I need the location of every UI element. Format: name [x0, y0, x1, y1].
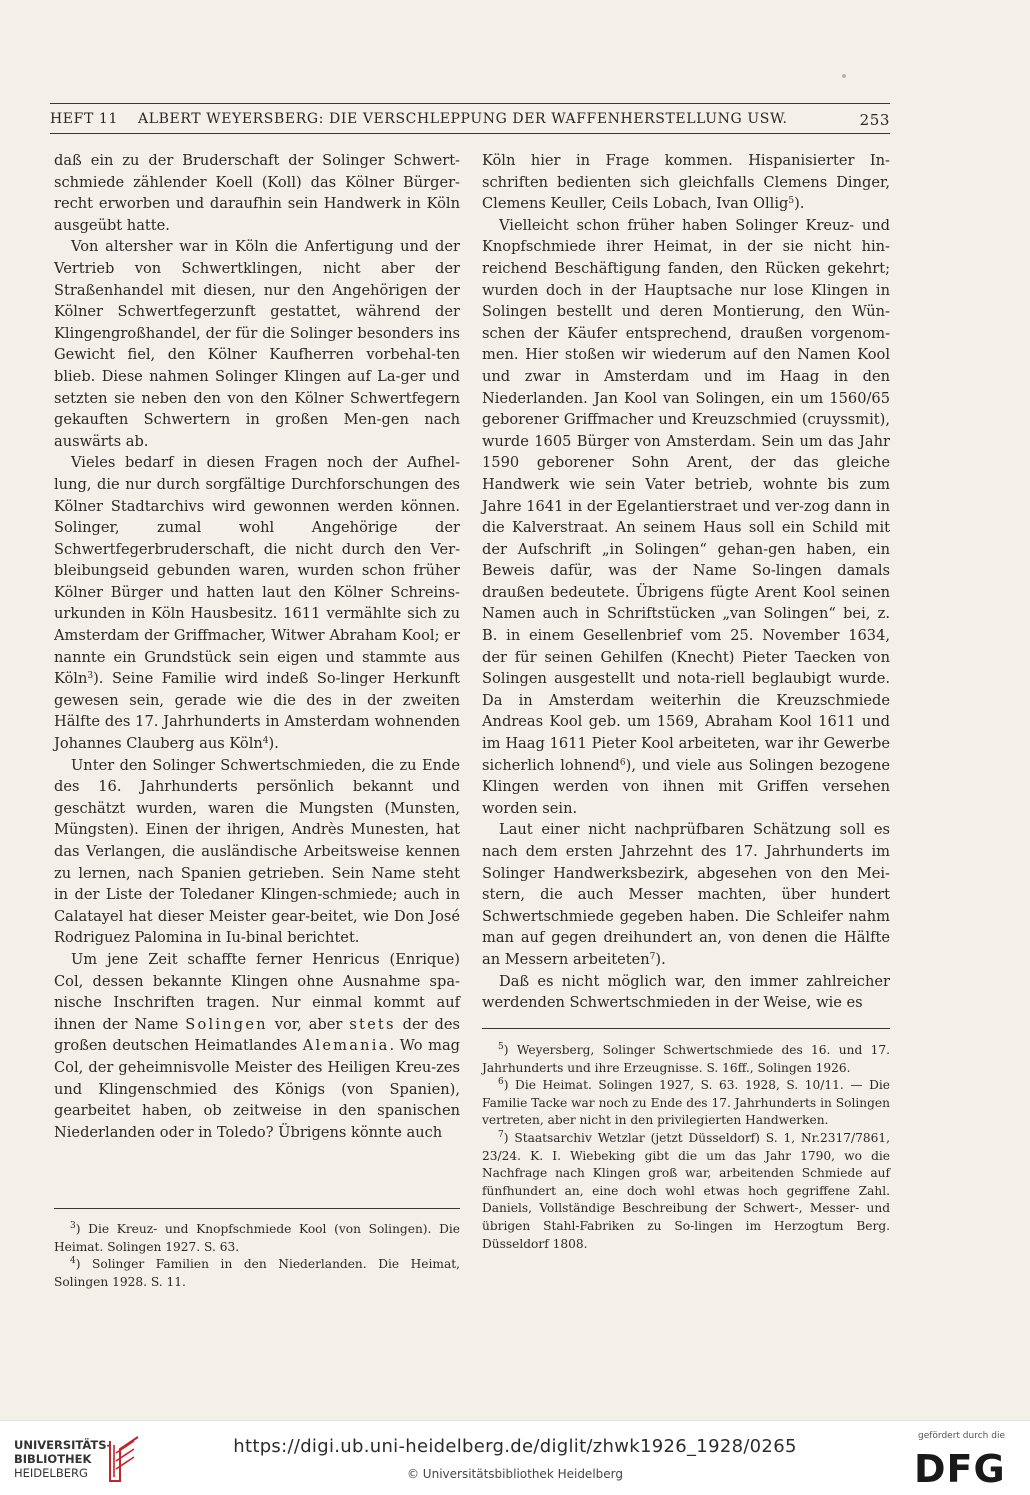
footnote: $^6$) Die Heimat. Solingen 1927, S. 63. 1928, S. 10/11. — Die Familie Tacke war noch zu Ende des 17. Jahrhunderts in Solingen vertreten, aber nicht in den privilegierten Handwerken. [482, 1077, 890, 1128]
funding-note: gefördert durch die [918, 1431, 1005, 1441]
paragraph: Laut einer nicht nachprüfbaren Schätzung soll es nach dem ersten Jahrzehnt des 17. Jahrhunderts im Solinger Handwerksbezirk, abgesehen von den Mei-stern, die auch Messer machten, über hundert Schwertschmiede gegeben haben. Die Schleifer nahm man auf gegen dreihundert an, von denen die Hälfte an Messern arbeiteten$^7$). [482, 821, 890, 968]
viewer-footer [0, 1420, 1030, 1495]
header-rule-top [50, 103, 890, 104]
footnote: $^5$) Weyersberg, Solinger Schwertschmiede des 16. und 17. Jahrhunderts und ihre Erzeugnisse. S. 16ff., Solingen 1926. [482, 1042, 890, 1075]
footnote-ref: 7 [649, 951, 656, 962]
footnote: $^4$) Solinger Familien in den Niederlanden. Die Heimat, Solingen 1928. S. 11. [54, 1256, 460, 1289]
footnote-ref: 6 [619, 757, 626, 768]
footnote-rule-left [54, 1208, 460, 1209]
scan-speck [842, 74, 846, 78]
footnote-rule-right [482, 1028, 890, 1029]
page-number: 253 [859, 111, 890, 129]
paragraph: Von altersher war in Köln die Anfertigung und der Vertrieb von Schwertklingen, nicht aber der Straßenhandel mit diesen, nur den Angehörigen der Kölner Schwertfegerzunft gestattet, während der Klingengroßhandel, der für die Solinger besonders ins Gewicht fiel, den Kölner Kaufherren vorbehal-ten blieb. Diese nahmen Solinger Klingen auf La-ger und setzten sie neben den von den Kölner Schwertfegern gekauften Schwertern in großen Men-gen nach auswärts ab. [54, 238, 460, 450]
paragraph: Um jene Zeit schaffte ferner Henricus (Enrique) Col, dessen bekannte Klingen ohne Ausnahme spa-nische Inschriften tragen. Nur einmal kommt auf ihnen der Name Solingen vor, aber stets der des großen deutschen Heimatlandes Alemania. Wo mag Col, der geheimnisvolle Meister des Heiligen Kreu-zes und Klingenschmied des Königs (von Spanien), gearbeitet haben, ob zeitweise in den spanischen Niederlanden oder in Toledo? Übrigens könnte auch [54, 950, 461, 1141]
paragraph: Unter den Solinger Schwertschmieden, die zu Ende des 16. Jahrhunderts persönlich bekannt und geschätzt wurden, waren die Mungsten (Munsten, Müngsten). Einen der ihrigen, Andrès Munesten, hat das Verlangen, die ausländische Arbeitsweise kennen zu lernen, nach Spanien getrieben. Sein Name steht in der Liste der Toledaner Klingen-schmiede; auch in Calatayel hat dieser Meister gear-beitet, wie Don José Rodriguez Palomina in Iu-binal berichtet. [54, 756, 460, 947]
emphasis: Alemania [302, 1037, 390, 1055]
right-column [482, 150, 890, 1014]
footnote-ref: 5 [788, 196, 795, 207]
emphasis: Solingen [185, 1015, 268, 1033]
paragraph: Daß es nicht möglich war, den immer zahlreicher werdenden Schwertschmieden in der Weise, wie es [482, 972, 890, 1012]
paragraph: Vielleicht schon früher haben Solinger Kreuz- und Knopfschmiede ihrer Heimat, in der sie nicht hin-reichend Beschäftigung fanden, den Rücken gekehrt; wurden doch in der Hauptsache nur lose Klingen in Solingen bestellt und deren Montierung, den Wün-schen der Käufer entsprechend, draußen vorgenom-men. Hier stoßen wir wiederum auf den Namen Kool und zwar in Amsterdam und im Haag in den Niederlanden. Jan Kool van Solingen, ein um 1560/65 geborener Griffmacher und Kreuzschmied (cruyssmit), wurde 1605 Bürger von Amsterdam. Sein um das Jahr 1590 geborener Sohn Arent, der das gleiche Handwerk wie sein Vater betrieb, wohnte bis zum Jahre 1641 in der Egelantierstraet und ver-zog dann in die Kalverstraat. An seinem Haus soll ein Schild mit der Aufschrift „in Solingen“ gehan-gen haben, ein Beweis dafür, was der Name So-lingen damals draußen bedeutete. Übrigens fügte Arent Kool seinen Namen auch in Schriftstücken „van Solingen“ bei, z. B. in einem Gesellenbrief vom 25. November 1634, der für seinen Gehilfen (Knecht) Pieter Taecken von Solingen ausgestellt und nota-riell beglaubigt wurde. Da in Amsterdam weiterhin die Kreuzschmiede Andreas Kool geb. um 1569, Abraham Kool 1611 und im Haag 1611 Pieter Kool arbeiteten, war ihr Gewerbe sicherlich lohnend$^6$), und viele aus Solingen bezogene Klingen werden von ihnen mit Griffen versehen worden sein. [482, 216, 890, 817]
footnote-ref: 3 [87, 671, 94, 682]
library-name[interactable]: UNIVERSITÄTS- BIBLIOTHEK HEIDELBERG [14, 1438, 112, 1480]
running-header [50, 109, 890, 133]
dfg-logo[interactable]: DFG [914, 1447, 1006, 1491]
copyright-notice: © Universitätsbibliothek Heidelberg [406, 1467, 623, 1481]
footnotes-right [482, 1042, 890, 1253]
paragraph: Köln hier in Frage kommen. Hispanisierter In-schriften bedienten sich gleichfalls Clemens Dinger, Clemens Keuller, Ceils Lobach, Ivan Ollig$^5$). [482, 152, 890, 213]
emphasis: stets [349, 1015, 396, 1033]
footnotes-left [54, 1221, 460, 1291]
paragraph: Vieles bedarf in diesen Fragen noch der Aufhel-lung, die nur durch sorgfältige Durchforschungen des Kölner Stadtarchivs wird gewonnen werden können. Solinger, zumal wohl Angehörige der Schwertfegerbruderschaft, die nicht durch den Ver-bleibungseid gebunden waren, wurden schon früher Kölner Bürger und hatten laut den Kölner Schreins-urkunden in Köln Hausbesitz. 1611 vermählte sich zu Amsterdam der Griffmacher, Witwer Abraham Kool; er nannte ein Grundstück sein eigen und stammte aus Köln$^3$). Seine Familie wird indeß So-linger Herkunft gewesen sein, gerade wie die des in der zweiten Hälfte des 17. Jahrhunderts in Amsterdam wohnenden Johannes Clauberg aus Köln$^4$). [54, 454, 460, 753]
footnote: $^7$) Staatsarchiv Wetzlar (jetzt Düsseldorf) S. 1, Nr.2317/7861, 23/24. K. I. Wiebeking gibt die um das Jahr 1790, wo die Nachfrage nach Klingen groß war, arbeitenden Schmiede auf fünfhundert an, eine doch wohl etwas hoch gegriffene Zahl. Daniels, Vollständige Beschreibung der Schwert-, Messer- und übrigen Stahl-Fabriken zu So-lingen im Herzogtum Berg. Düsseldorf 1808. [482, 1129, 890, 1251]
permalink-url[interactable]: https://digi.ub.uni-heidelberg.de/diglit/zhwk1926_1928/0265 [233, 1436, 797, 1457]
footnote: $^3$) Die Kreuz- und Knopfschmiede Kool (von Solingen). Die Heimat. Solingen 1927. S. 63. [54, 1221, 460, 1254]
left-column [54, 150, 460, 1143]
header-rule-bottom [50, 133, 890, 134]
footnote-ref: 4 [262, 736, 269, 747]
running-title: ALBERT WEYERSBERG: DIE VERSCHLEPPUNG DER WAFFENHERSTELLUNG USW. [138, 111, 788, 127]
paragraph: daß ein zu der Bruderschaft der Solinger Schwert-schmiede zählender Koell (Koll) das Kölner Bürger-recht erworben und daraufhin sein Handwerk in Köln ausgeübt hatte. [54, 152, 460, 234]
issue-label: HEFT 11 [50, 111, 118, 127]
